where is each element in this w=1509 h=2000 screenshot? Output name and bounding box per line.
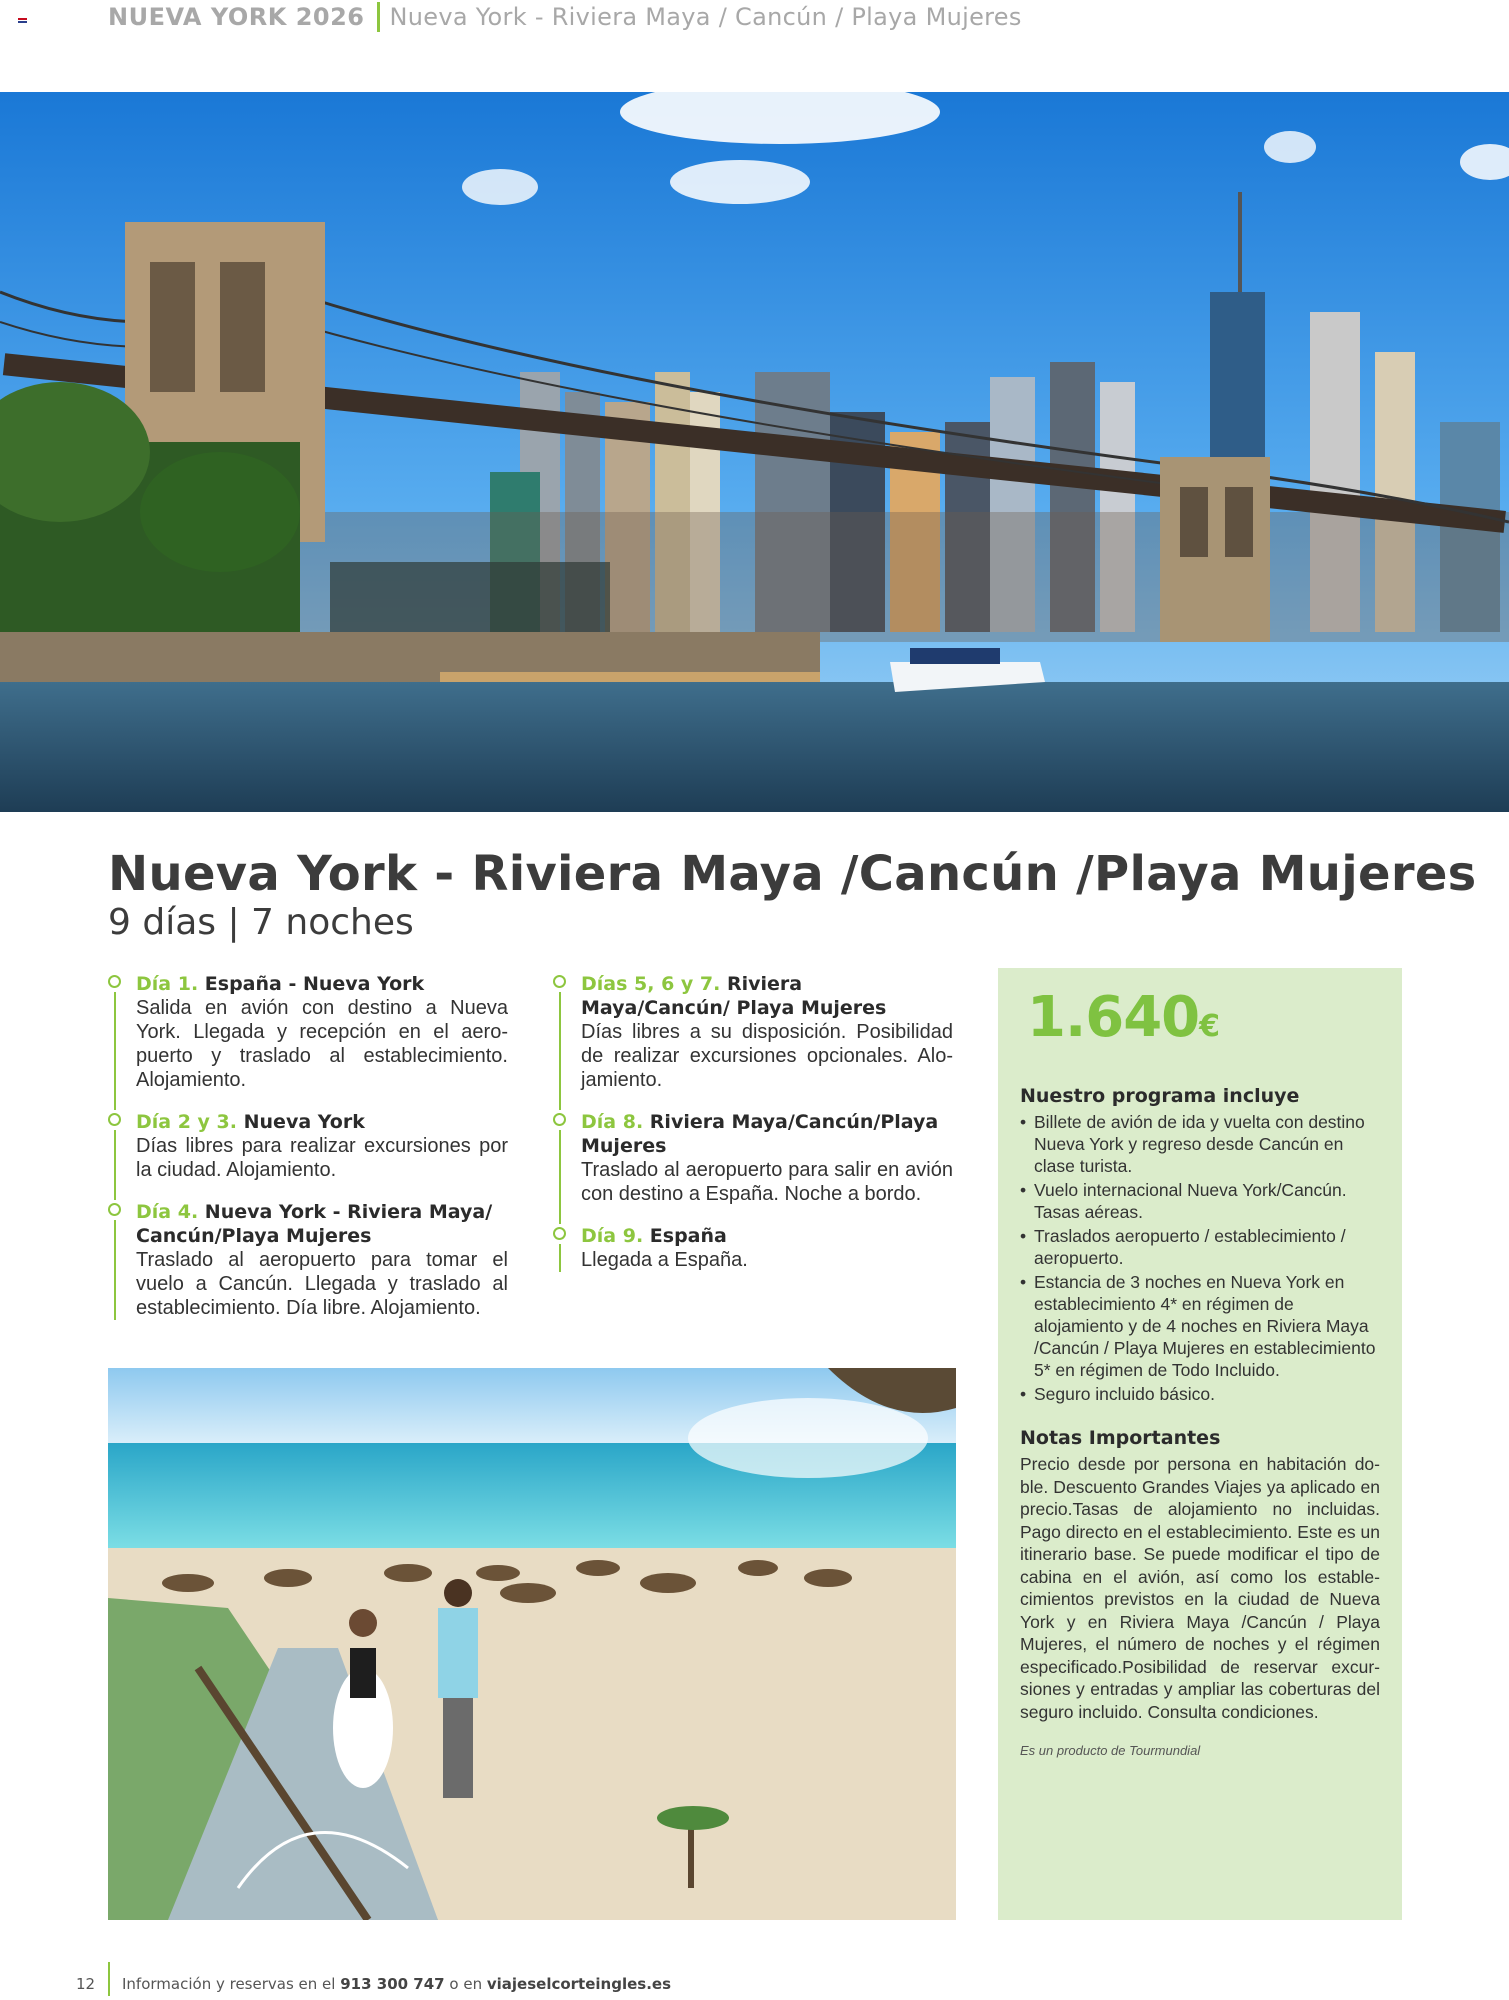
day-number: Día 2 y 3. [136, 1111, 237, 1133]
footer-info-mid: o en [449, 1975, 483, 1993]
list-item: • Seguro incluido básico. [1020, 1383, 1380, 1405]
day-description: Traslado al aeropuerto para tomar el vuelo a Cancún. Llegada y traslado al establecimiento. Día libre. Alojamiento. [136, 1249, 508, 1319]
timeline-dot-icon [553, 1113, 566, 1126]
day-place: Nueva York [243, 1111, 365, 1133]
timeline-line [114, 992, 116, 1110]
day-description: Salida en avión con destino a Nueva York. Llegada y recepción en el aero-puerto y traslado al establecimiento. Alojamiento. [136, 997, 508, 1091]
list-item: • Vuelo internacional Nueva York/Cancún. Tasas aéreas. [1020, 1179, 1380, 1223]
day-description: Días libres para realizar excursiones por la ciudad. Alojamiento. [136, 1135, 508, 1181]
day-place: Riviera Maya/Cancún/ Playa Mujeres [581, 973, 887, 1019]
timeline-dot-icon [553, 975, 566, 988]
timeline-line [114, 1130, 116, 1200]
day-heading [136, 972, 508, 996]
footer-info [122, 1975, 671, 1993]
itinerary-column-1 [108, 972, 508, 1338]
price-box [998, 968, 1402, 1920]
price-amount: 1.640 [1027, 985, 1200, 1050]
day-number: Día 1. [136, 973, 199, 995]
itinerary-day [553, 972, 953, 1092]
page-footer [0, 1958, 1509, 1998]
price [1027, 982, 1380, 1063]
spain-flag-icon [18, 18, 27, 26]
day-place: Nueva York - Riviera Maya/ Cancún/Playa Mujeres [136, 1201, 493, 1247]
includes-heading: Nuestro programa incluye [1020, 1085, 1300, 1107]
itinerary-day [553, 1224, 953, 1272]
timeline-dot-icon [108, 1203, 121, 1216]
list-item: • Billete de avión de ida y vuelta con destino Nueva York y regreso desde Cancún en clase turista. [1020, 1111, 1380, 1177]
timeline-line [114, 1220, 116, 1320]
timeline-dot-icon [108, 975, 121, 988]
timeline-line [559, 1130, 561, 1224]
day-heading [581, 972, 953, 1020]
itinerary-day [108, 1200, 508, 1320]
timeline-line [559, 1244, 561, 1272]
day-description: Días libres a su disposición. Posibilidad de realizar excursiones opcionales. Alo-jamiento. [581, 1021, 953, 1091]
footer-divider [108, 1962, 110, 1996]
day-heading [581, 1110, 953, 1158]
page-number: 12 [76, 1975, 96, 1993]
price-currency: € [1199, 1009, 1220, 1044]
includes-list [1020, 1111, 1380, 1405]
itinerary-day [108, 1110, 508, 1182]
hero-skyline-photo [0, 92, 1509, 812]
page-header [108, 0, 1022, 34]
notes-text: Precio desde por persona en habitación do-ble. Descuento Grandes Viajes ya aplicado en precio.Tasas de alojamiento no incluidas. Pago directo en el establecimiento. Este es un itinerario base. Se puede modificar el tipo de cabina en el avión, así como los estable-cimientos previstos en la ciudad de Nueva York y en Riviera Maya /Cancún / Playa Mujeres, el número de noches y el régimen especificado.Posibilidad de reservar excur-siones y entradas y ampliar las coberturas del seguro incluido. Consulta condiciones. [1020, 1454, 1380, 1722]
product-credit: Es un producto de Tourmundial [1020, 1743, 1201, 1758]
list-item: • Estancia de 3 noches en Nueva York en establecimiento 4* en régimen de alojamiento y de 4 noches en Riviera Maya /Cancún / Playa Mujeres en establecimiento 5* en régimen de Todo Incluido. [1020, 1271, 1380, 1381]
footer-website-link[interactable]: viajeselcorteingles.es [486, 1975, 671, 1993]
list-item: • Traslados aeropuerto / establecimiento / aeropuerto. [1020, 1225, 1380, 1269]
day-heading [136, 1200, 508, 1248]
day-number: Día 9. [581, 1225, 644, 1247]
itinerary-day [553, 1110, 953, 1206]
timeline-dot-icon [108, 1113, 121, 1126]
notes-heading: Notas Importantes [1020, 1427, 1221, 1449]
day-number: Día 4. [136, 1201, 199, 1223]
day-number: Días 5, 6 y 7. [581, 973, 721, 995]
itinerary-day [108, 972, 508, 1092]
day-description: Traslado al aeropuerto para salir en avión con destino a España. Noche a bordo. [581, 1159, 953, 1205]
day-heading [136, 1110, 508, 1134]
header-subtitle: Nueva York - Riviera Maya / Cancún / Playa Mujeres [389, 3, 1022, 31]
itinerary-column-2 [553, 972, 953, 1290]
day-place: España [649, 1225, 727, 1247]
trip-duration: 9 días | 7 noches [108, 902, 414, 943]
timeline-dot-icon [553, 1227, 566, 1240]
beach-couple-photo [108, 1368, 956, 1920]
header-title: NUEVA YORK 2026 [108, 3, 365, 31]
day-place: España - Nueva York [204, 973, 425, 995]
timeline-line [559, 992, 561, 1110]
day-description: Llegada a España. [581, 1249, 748, 1271]
footer-phone[interactable]: 913 300 747 [340, 1975, 445, 1993]
day-heading [581, 1224, 953, 1248]
footer-info-prefix: Información y reservas en el [122, 1975, 336, 1993]
day-number: Día 8. [581, 1111, 644, 1133]
trip-title: Nueva York - Riviera Maya /Cancún /Playa Mujeres [108, 846, 1477, 902]
day-place: Riviera Maya/Cancún/Playa Mujeres [581, 1111, 939, 1157]
header-divider [377, 2, 380, 32]
